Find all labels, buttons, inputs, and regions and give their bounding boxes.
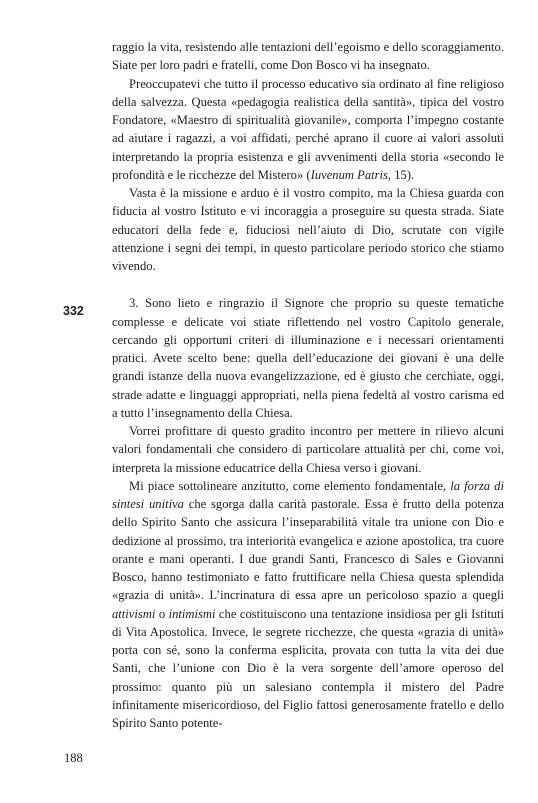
text-run: Preoccupatevi che tutto il processo educativo sia ordinato al fine religioso della salvezza. Questa «pedagogia realistica della santità», tipica del vostro Fondatore, «Maestro di spiritualità giovanile», comporta l’impegno costante ad aiutare i ragazzi, a voi affidati, perché aprano il cuore ai valori assoluti interpretando la propria esistenza e gli avvenimenti della storia «secondo le profondità e le ricchezze del Mistero» ( [112,76,504,182]
margin-paragraph-number: 332 [63,304,84,318]
text-run: , 15). [387,167,415,182]
paragraph-3 [112,184,504,275]
paragraph-5 [112,422,504,477]
paragraph-2 [112,75,504,185]
text-run: o [155,606,169,621]
italic-phrase: la forza di sintesi unitiva [112,478,504,511]
text-run: che costituiscono una tentazione insidiosa per gli Istituti di Vita Apostolica. Invece, le segrete ricchezze, che questa «grazia di unità» porta con sé, sono la conferma esplicita, provata con tutta la vita dei due Santi, che l’unione con Dio è la vera sorgente dell’amore operoso del prossimo: quanto più un salesiano contempla il mistero del Padre infinitamente misericordioso, del Figlio fattosi generosamente fratello e dello Spirito Santo potente- [112,606,504,730]
page-number: 188 [64,751,83,765]
text-run: Mi piace sottolineare anzitutto, come elemento fondamentale, [129,478,451,493]
text-run: 3. Sono lieto e ringrazio il Signore che proprio su queste tematiche complesse e delicate voi stiate riflettendo nel vostro Capitolo generale, cercando gli opportuni criteri di illuminazione e i necessari orientamenti pratici. Avete scelto bene: quella dell’educazione dei giovani è una delle grandi istanze della nuova evangelizzazione, ed è giusto che cerchiate, oggi, strade adatte e linguaggi appropriati, nella piena fedeltà al vostro carisma ed a tutto l’insegnamento della Chiesa. [112,296,504,420]
body-text [112,38,504,732]
italic-phrase: Iuvenum Patris [310,167,388,182]
paragraph-1 [112,38,504,75]
text-run: che sgorga dalla carità pastorale. Essa è frutto della potenza dello Spirito Santo che assicura l’inseparabilità vitale tra unione con Dio e dedizione al prossimo, tra interiorità evangelica e azione apostolica, tra cuore orante e mani operanti. I due grandi Santi, Francesco di Sales e Giovanni Bosco, hanno testimoniato e fatto fruttificare nella Chiesa questa splendida «grazia di unità». L’incrinatura di essa apre un pericoloso spazio a quegli [112,497,504,603]
italic-phrase: intimismi [168,606,216,621]
paragraph-6 [112,477,504,733]
text-run: Vorrei profittare di questo gradito incontro per mettere in rilievo alcuni valori fondamentali che considero di particolare attualità per chi, come voi, interpreta la missione educatrice della Chiesa verso i giovani. [112,424,504,475]
text-run: raggio la vita, resistendo alle tentazioni dell’egoismo e dello scoraggiamento. Siate per loro padri e fratelli, come Don Bosco vi ha insegnato. [112,40,504,73]
text-run: Vasta è la missione e arduo è il vostro compito, ma la Chiesa guarda con fiducia al vostro Istituto e vi incoraggia a proseguire su questa strada. Siate educatori della fede e, fiduciosi nell’aiuto di Dio, scrutate con vigile attenzione i segni dei tempi, in questo particolare periodo storico che stiamo vivendo. [112,186,504,273]
italic-phrase: attivismi [112,606,156,621]
paragraph-section-3 [112,294,504,422]
